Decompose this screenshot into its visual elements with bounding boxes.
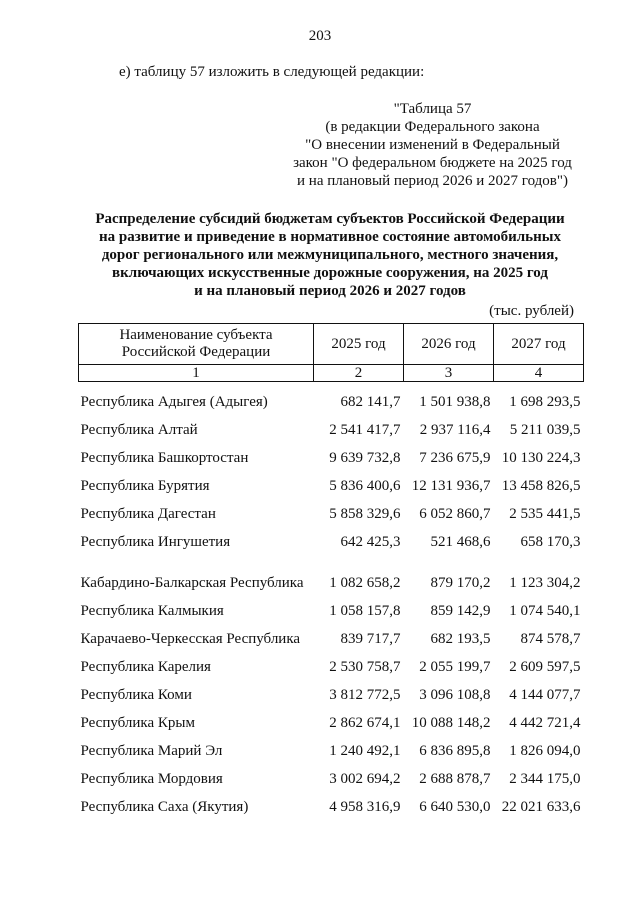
value-2026: 682 193,5 bbox=[430, 630, 491, 647]
value-2025: 5 836 400,6 bbox=[329, 477, 401, 494]
value-2025: 1 082 658,2 bbox=[329, 574, 401, 591]
value-2027: 1 123 304,2 bbox=[509, 574, 581, 591]
value-2026: 6 052 860,7 bbox=[419, 505, 491, 522]
page-number: 203 bbox=[308, 28, 332, 44]
value-2026: 6 836 895,8 bbox=[419, 742, 491, 759]
value-2026: 6 640 530,0 bbox=[419, 798, 491, 815]
table-row bbox=[79, 760, 584, 788]
region-name: Республика Саха (Якутия) bbox=[80, 798, 249, 815]
value-2025: 3 002 694,2 bbox=[329, 770, 401, 787]
value-2027: 1 698 293,5 bbox=[509, 393, 581, 410]
table-row bbox=[79, 592, 584, 620]
table-note bbox=[290, 100, 575, 190]
value-2025: 839 717,7 bbox=[340, 630, 401, 647]
heading-line: дорог регионального или межмуниципального, местного значения, bbox=[101, 247, 559, 263]
header-year-2025: 2025 год bbox=[314, 324, 404, 365]
value-2027: 22 021 633,6 bbox=[501, 798, 581, 815]
units-label: (тыс. рублей) bbox=[489, 303, 574, 319]
value-2025: 3 812 772,5 bbox=[329, 686, 401, 703]
table-row bbox=[79, 467, 584, 495]
value-2026: 521 468,6 bbox=[430, 533, 491, 550]
value-2027: 2 344 175,0 bbox=[509, 770, 581, 787]
region-name: Кабардино-Балкарская Республика bbox=[80, 574, 304, 591]
table-row bbox=[79, 620, 584, 648]
region-name: Республика Карелия bbox=[80, 658, 211, 675]
header-year-2026: 2026 год bbox=[404, 324, 494, 365]
heading-line: включающих искусственные дорожные сооружения, на 2025 год bbox=[112, 265, 548, 281]
header-subject-name: Наименование субъекта Российской Федерации bbox=[79, 324, 314, 365]
value-2027: 4 144 077,7 bbox=[509, 686, 581, 703]
header-year-2027: 2027 год bbox=[494, 324, 584, 365]
value-2026: 859 142,9 bbox=[430, 602, 491, 619]
value-2025: 2 530 758,7 bbox=[329, 658, 401, 675]
table-row bbox=[79, 648, 584, 676]
region-name: Республика Бурятия bbox=[80, 477, 210, 494]
value-2025: 682 141,7 bbox=[340, 393, 401, 410]
region-name: Республика Марий Эл bbox=[80, 742, 223, 759]
column-number: 2 bbox=[314, 365, 404, 382]
region-name: Республика Крым bbox=[80, 714, 195, 731]
region-name: Республика Ингушетия bbox=[80, 533, 231, 550]
value-2025: 1 240 492,1 bbox=[329, 742, 401, 759]
value-2026: 2 055 199,7 bbox=[419, 658, 491, 675]
value-2026: 879 170,2 bbox=[430, 574, 491, 591]
table-row bbox=[79, 676, 584, 704]
value-2026: 3 096 108,8 bbox=[419, 686, 491, 703]
table-row bbox=[79, 439, 584, 467]
value-2026: 12 131 936,7 bbox=[411, 477, 491, 494]
column-number: 4 bbox=[494, 365, 584, 382]
subsidy-table bbox=[78, 323, 584, 816]
region-name: Республика Коми bbox=[80, 686, 192, 703]
region-name: Республика Башкортостан bbox=[80, 449, 249, 466]
value-2027: 2 609 597,5 bbox=[509, 658, 581, 675]
value-2025: 4 958 316,9 bbox=[329, 798, 401, 815]
value-2027: 4 442 721,4 bbox=[509, 714, 581, 731]
table-row bbox=[79, 382, 584, 411]
heading-line: и на плановый период 2026 и 2027 годов bbox=[194, 283, 466, 299]
region-name: Республика Дагестан bbox=[80, 505, 216, 522]
document-heading bbox=[80, 210, 580, 300]
value-2027: 5 211 039,5 bbox=[509, 421, 581, 438]
value-2027: 658 170,3 bbox=[520, 533, 581, 550]
value-2025: 1 058 157,8 bbox=[329, 602, 401, 619]
table-row bbox=[79, 788, 584, 816]
table-row bbox=[79, 523, 584, 551]
region-name: Карачаево-Черкесская Республика bbox=[80, 630, 301, 647]
value-2025: 5 858 329,6 bbox=[329, 505, 401, 522]
table-column-number-row bbox=[79, 365, 584, 382]
table-row bbox=[79, 411, 584, 439]
value-2026: 2 688 878,7 bbox=[419, 770, 491, 787]
note-line: "О внесении изменений в Федеральный bbox=[305, 137, 560, 153]
value-2027: 1 826 094,0 bbox=[509, 742, 581, 759]
value-2025: 642 425,3 bbox=[340, 533, 401, 550]
value-2025: 2 541 417,7 bbox=[329, 421, 401, 438]
table-row bbox=[79, 732, 584, 760]
value-2025: 2 862 674,1 bbox=[329, 714, 401, 731]
intro-text: е) таблицу 57 изложить в следующей редакции: bbox=[119, 64, 425, 80]
table-row bbox=[79, 704, 584, 732]
value-2027: 10 130 224,3 bbox=[501, 449, 581, 466]
table-row bbox=[79, 551, 584, 592]
note-line: закон "О федеральном бюджете на 2025 год bbox=[293, 155, 572, 171]
value-2026: 7 236 675,9 bbox=[419, 449, 491, 466]
region-name: Республика Адыгея (Адыгея) bbox=[80, 393, 268, 410]
value-2027: 1 074 540,1 bbox=[509, 602, 581, 619]
column-number: 3 bbox=[404, 365, 494, 382]
column-number: 1 bbox=[79, 365, 314, 382]
region-name: Республика Мордовия bbox=[80, 770, 223, 787]
value-2026: 1 501 938,8 bbox=[419, 393, 491, 410]
note-line: (в редакции Федерального закона bbox=[325, 119, 540, 135]
region-name: Республика Калмыкия bbox=[80, 602, 224, 619]
note-line: "Таблица 57 bbox=[393, 101, 472, 117]
table-header-row bbox=[79, 324, 584, 365]
note-line: и на плановый период 2026 и 2027 годов") bbox=[297, 173, 568, 189]
heading-line: на развитие и приведение в нормативное состояние автомобильных bbox=[99, 229, 561, 245]
region-name: Республика Алтай bbox=[80, 421, 198, 438]
value-2027: 874 578,7 bbox=[520, 630, 581, 647]
value-2026: 10 088 148,2 bbox=[411, 714, 491, 731]
table-row bbox=[79, 495, 584, 523]
value-2027: 2 535 441,5 bbox=[509, 505, 581, 522]
value-2027: 13 458 826,5 bbox=[501, 477, 581, 494]
value-2026: 2 937 116,4 bbox=[419, 421, 491, 438]
value-2025: 9 639 732,8 bbox=[329, 449, 401, 466]
heading-line: Распределение субсидий бюджетам субъектов Российской Федерации bbox=[95, 211, 565, 227]
